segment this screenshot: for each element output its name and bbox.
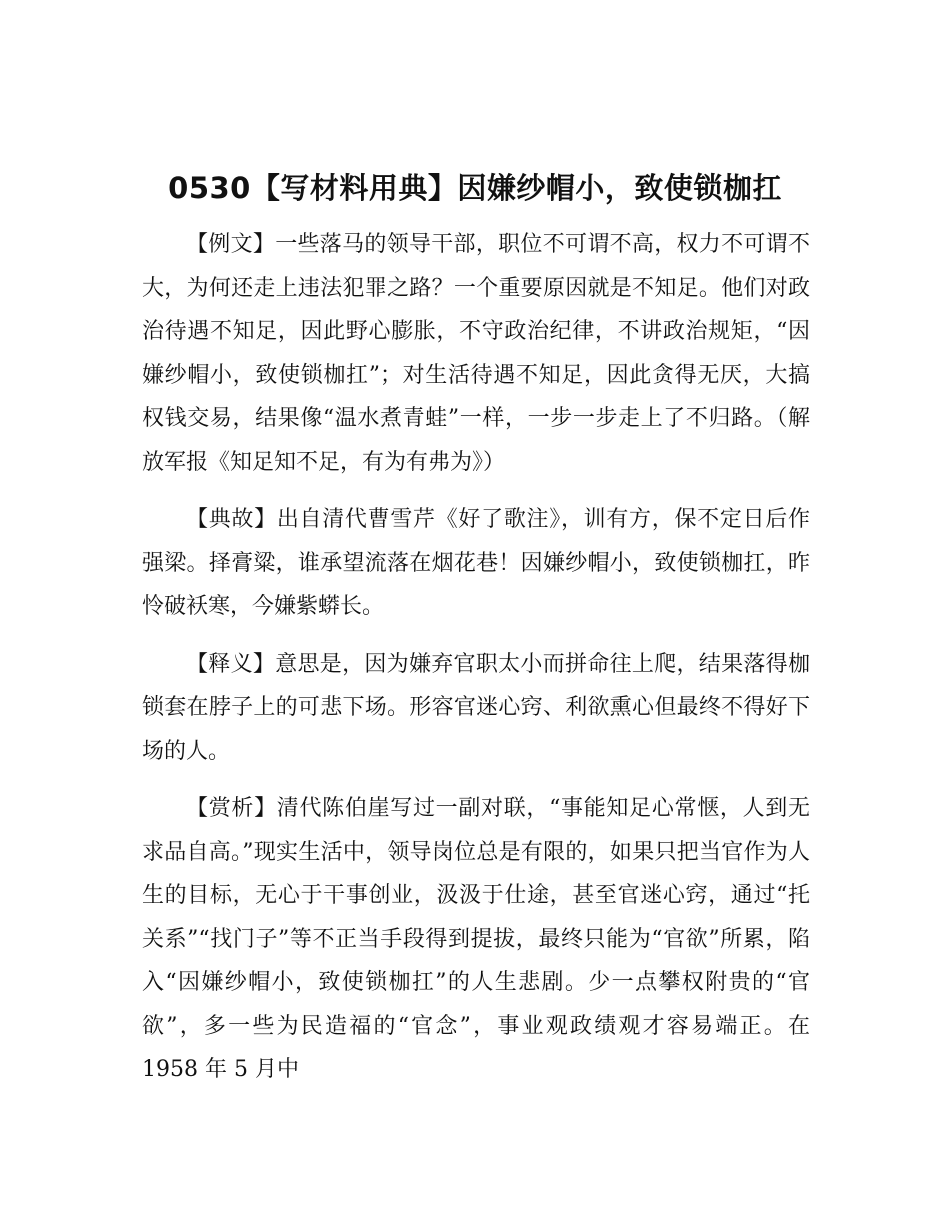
paragraph-tag: 【释义】 [186, 651, 276, 677]
paragraph-text: 意思是，因为嫌弃官职太小而拼命往上爬，结果落得枷锁套在脖子上的可悲下场。形容官迷心窍、利欲熏心但最终不得好下场的人。 [142, 651, 810, 764]
document-title: 0530【写材料用典】因嫌纱帽小，致使锁枷扛 [168, 171, 782, 205]
paragraph-example [142, 223, 810, 484]
paragraph-text: 出自清代曹雪芹《好了歌注》，训有方，保不定日后作强梁。择膏粱，谁承望流落在烟花巷！因嫌纱帽小，致使锁枷扛，昨怜破袄寒，今嫌紫蟒长。 [142, 507, 810, 619]
paragraph-tag: 【赏析】 [186, 796, 277, 821]
paragraph-appreciation [142, 787, 810, 1092]
paragraph-tag: 【例文】 [186, 232, 276, 257]
paragraph-text: 一些落马的领导干部，职位不可谓不高，权力不可谓不大，为何还走上违法犯罪之路？一个重要原因就是不知足。他们对政治待遇不知足，因此野心膨胀，不守政治纪律，不讲政治规矩，“因嫌纱帽小，致使锁枷扛”；对生活待遇不知足，因此贪得无厌，大搞权钱交易，结果像“温水煮青蛙”一样，一步一步走上了不归路。（解放军报《知足知不足，有为有弗为》） [142, 232, 810, 475]
paragraph-allusion [142, 498, 810, 629]
paragraph-tag: 【典故】 [186, 507, 277, 532]
paragraph-text: 清代陈伯崖写过一副对联，“事能知足心常惬，人到无求品自高。”现实生活中，领导岗位总是有限的，如果只把当官作为人生的目标，无心于干事创业，汲汲于仕途，甚至官迷心窍，通过“托关系”“找门子”等不正当手段得到提拔，最终只能为“官欲”所累，陷入“因嫌纱帽小，致使锁枷扛”的人生悲剧。少一点攀权附贵的“官欲”，多一些为民造福的“官念”，事业观政绩观才容易端正。在 1958 年 5 月中 [142, 796, 810, 1082]
document-body [142, 223, 810, 1106]
paragraph-meaning [142, 643, 810, 774]
